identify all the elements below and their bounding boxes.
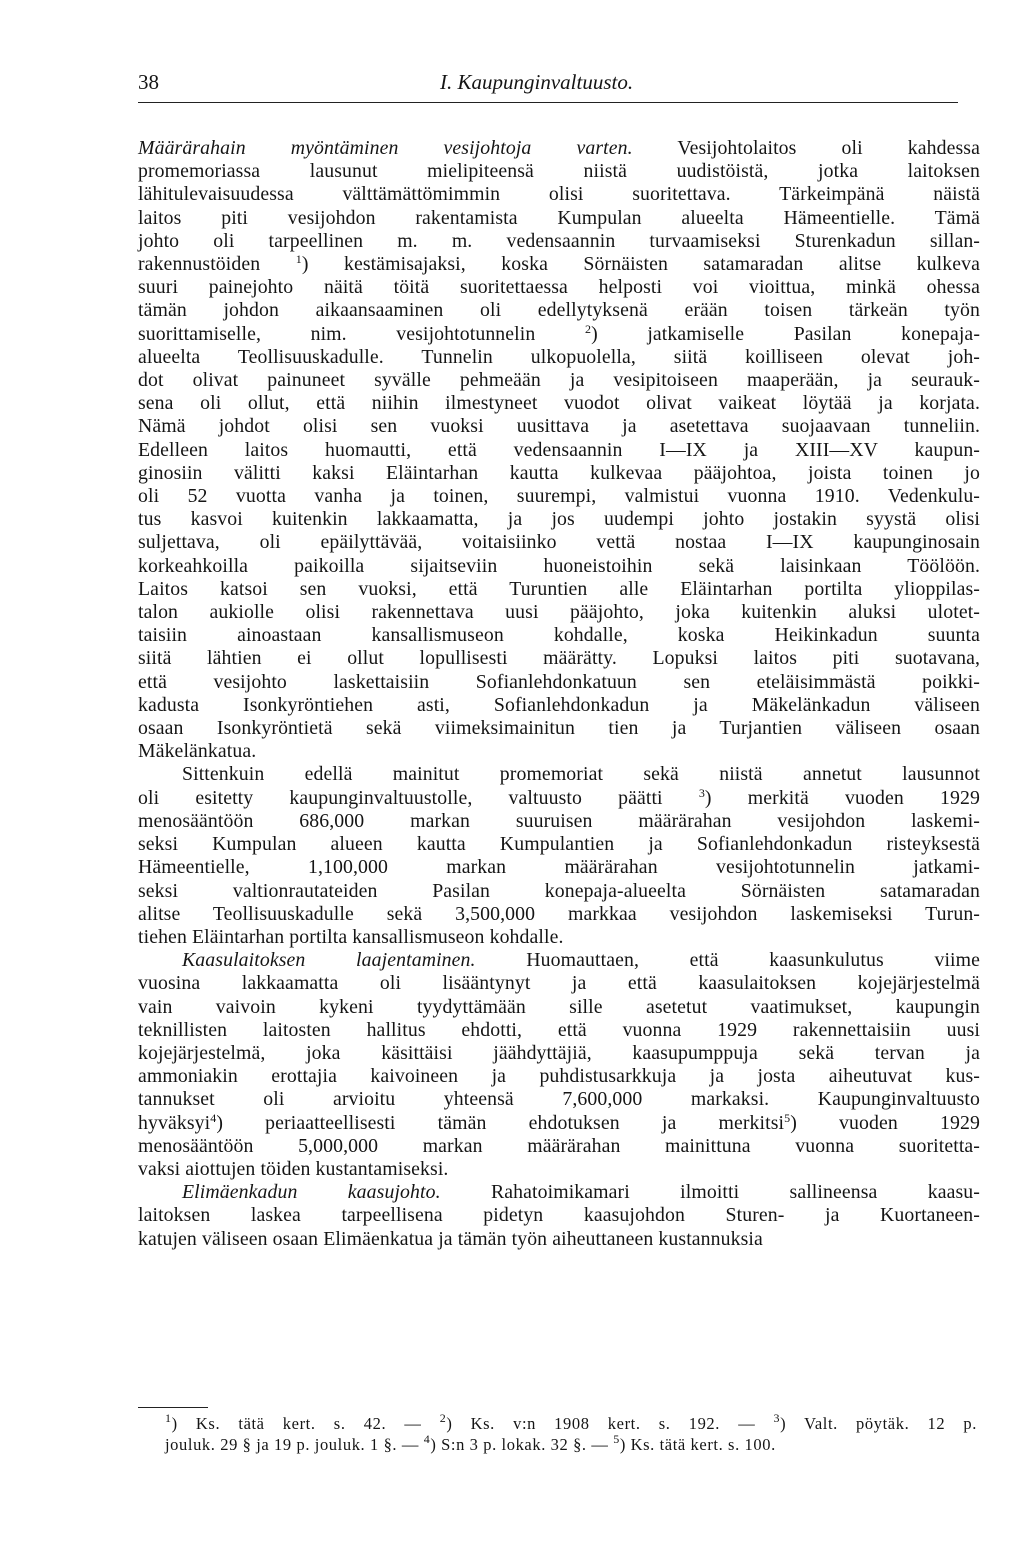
text-line — [138, 508, 980, 531]
footnotes — [165, 1411, 977, 1455]
text-line — [138, 578, 980, 601]
text-run: ) periaatteellisesti tämän ehdotuksen ja merkitsi — [216, 1111, 785, 1134]
text-line — [138, 555, 980, 578]
text-line — [138, 439, 980, 462]
footnote-ref: 1 — [165, 1411, 172, 1425]
text-run: ) Ks. tätä kert. s. 100. — [619, 1434, 776, 1454]
text-run: rakennustöiden — [138, 253, 296, 276]
text-run: Vesijohtolaitos oli kahdessa — [632, 137, 980, 159]
text-run: dot olivat painuneet syvälle pehmeään ja vesipitoiseen maaperään, ja seurauk- — [138, 369, 980, 392]
text-line — [138, 160, 980, 183]
text-run: ) merkitä vuoden 1929 — [704, 786, 980, 809]
text-line — [138, 903, 980, 926]
text-run: Mäkelänkatua. — [138, 740, 257, 763]
text-line — [138, 1088, 980, 1111]
text-line — [138, 787, 980, 810]
text-line — [138, 230, 980, 253]
text-run: seksi valtionrautateiden Pasilan konepaja-alueelta Sörnäisten satamaradan — [138, 879, 980, 902]
text-line — [138, 740, 980, 763]
text-line — [138, 1158, 980, 1181]
paragraph — [138, 949, 980, 1181]
page-header — [138, 70, 958, 104]
text-line — [138, 763, 980, 786]
text-run: johto oli tarpeellinen m. m. vedensaannin turvaamiseksi Sturenkadun sillan- — [138, 229, 980, 252]
text-line — [138, 949, 980, 972]
section-heading: Määrärahain myöntäminen vesijohtoja varten. — [138, 137, 633, 159]
text-line — [138, 392, 980, 415]
text-line — [138, 624, 980, 647]
running-head: I. Kaupunginvaltuusto. — [440, 70, 634, 94]
text-line — [138, 1042, 980, 1065]
text-run: ) vuoden 1929 — [790, 1111, 980, 1134]
text-run: teknillisten laitosten hallitus ehdotti, että vuonna 1929 rakennettaisiin uusi — [138, 1018, 980, 1041]
text-run: Rahatoimikamari ilmoitti sallineensa kaasu- — [440, 1181, 980, 1204]
footnote-line — [165, 1411, 977, 1435]
text-line — [138, 1135, 980, 1158]
text-run: suuri painejohto näitä töitä suoritettaessa helposti voi vioittua, minkä ohessa — [138, 276, 980, 299]
text-line — [138, 972, 980, 995]
text-run: jouluk. 29 § ja 19 p. jouluk. 1 §. — — [165, 1434, 424, 1454]
footnote-ref: 3 — [698, 785, 705, 800]
footnote-line — [165, 1431, 977, 1456]
text-run: suljettava, oli epäilyttävää, voitaisiinko vettä nostaa I—IX kaupunginosain — [138, 531, 980, 554]
text-line — [138, 323, 980, 346]
text-run: alueelta Teollisuuskadulle. Tunnelin ulkopuolella, siitä koilliseen olevat joh- — [138, 345, 980, 368]
text-line — [138, 1019, 980, 1042]
page-number: 38 — [138, 70, 159, 94]
footnote-ref: 1 — [295, 252, 302, 267]
text-line — [138, 137, 980, 160]
text-line — [138, 996, 980, 1019]
section-heading: Elimäenkadun kaasujohto. — [182, 1181, 441, 1204]
text-run: sena oli ollut, että niihin ilmestyneet vuodot olivat vaikeat löytää ja korjata. — [138, 392, 980, 415]
text-line — [138, 926, 980, 949]
text-run: menosääntöön 5,000,000 markan määrärahan mainittuna vuonna suoritetta- — [138, 1134, 980, 1157]
text-line — [138, 1112, 980, 1135]
text-line — [138, 346, 980, 369]
text-line — [138, 1204, 980, 1227]
text-run: laitos piti vesijohdon rakentamista Kumpulan alueelta Hämeentielle. Tämä — [138, 206, 980, 229]
text-run: lähitulevaisuudessa välttämättömimmin olisi suoritettava. Tärkeimpänä näistä — [138, 183, 980, 206]
text-line — [138, 276, 980, 299]
text-run: laitoksen laskea tarpeellisena pidetyn kaasujohdon Sturen- ja Kuortaneen- — [138, 1204, 980, 1227]
text-run: korkeahkoilla paikoilla sijaitseviin huoneistoihin sekä laisinkaan Töölöön. — [138, 554, 980, 577]
text-run: seksi Kumpulan alueen kautta Kumpulantien ja Sofianlehdonkadun risteyksestä — [138, 833, 980, 856]
footnote-ref: 5 — [784, 1110, 791, 1125]
text-line — [138, 299, 980, 322]
body-text — [138, 137, 980, 1251]
text-run: taisiin ainoastaan kansallismuseon kohdalle, koska Heikinkadun suunta — [138, 624, 980, 647]
text-run: katujen väliseen osaan Elimäenkatua ja tämän työn aiheuttaneen kustannuksia — [138, 1227, 763, 1250]
text-run: Laitos katsoi sen vuoksi, että Turuntien alle Eläintarhan portilta ylioppilas- — [138, 577, 980, 600]
text-run: tus kasvoi kuitenkin lakkaamatta, ja jos uudempi johto jostakin syystä olisi — [138, 508, 980, 531]
text-line — [138, 833, 980, 856]
text-line — [138, 415, 980, 438]
text-run: siitä lähtien ei ollut lopullisesti määrätty. Lopuksi laitos piti suotavana, — [138, 647, 980, 670]
text-run: tannukset oli arvioitu yhteensä 7,600,000 markaksi. Kaupunginvaltuusto — [138, 1088, 980, 1111]
footnote-ref: 3 — [773, 1411, 781, 1425]
footnote-ref: 5 — [613, 1431, 620, 1446]
text-line — [138, 207, 980, 230]
text-line — [138, 531, 980, 554]
footnote-ref: 4 — [423, 1431, 431, 1446]
footnote-ref: 4 — [210, 1110, 217, 1125]
text-line — [138, 183, 980, 206]
text-run: tämän johdon aikaansaaminen oli edellytyksenä erään toisen tärkeän työn — [138, 299, 980, 322]
footnote-rule — [138, 1407, 208, 1408]
text-run: Nämä johdot olisi sen vuoksi uusittava ja asetettava suojaavaan tunneliin. — [138, 415, 980, 438]
text-line — [138, 462, 980, 485]
text-line — [138, 810, 980, 833]
text-run: kojejärjestelmä, joka käsittäisi jäähdyttäjiä, kaasupumppuja sekä tervan ja — [138, 1041, 980, 1064]
text-run: Sittenkuin edellä mainitut promemoriat sekä niistä annetut lausunnot — [182, 763, 980, 786]
text-run: ) Ks. tätä kert. s. 42. — — [171, 1414, 440, 1433]
text-run: vaksi aiottujen töiden kustantamiseksi. — [138, 1157, 449, 1180]
text-run: ) S:n 3 p. lokak. 32 §. — — [430, 1434, 614, 1454]
header-rule — [138, 102, 958, 103]
text-line — [138, 671, 980, 694]
text-run: Edelleen laitos huomautti, että vedensaannin I—IX ja XIII—XV kaupun- — [138, 438, 980, 461]
paragraph — [138, 1181, 980, 1251]
text-run: ) jatkamiselle Pasilan konepaja- — [591, 322, 981, 345]
text-run: ) kestämisajaksi, koska Sörnäisten satamaradan alitse kulkeva — [301, 253, 980, 276]
text-line — [138, 369, 980, 392]
text-line — [138, 880, 980, 903]
text-run: oli 52 vuotta vanha ja toinen, suurempi, valmistui vuonna 1910. Vedenkulu- — [138, 485, 980, 508]
text-run: alitse Teollisuuskadulle sekä 3,500,000 markkaa vesijohdon laskemiseksi Turun- — [138, 902, 980, 925]
text-run: ) Valt. pöytäk. 12 p. — [780, 1414, 977, 1433]
text-run: Huomauttaen, että kaasunkulutus viime — [475, 949, 981, 972]
text-line — [138, 856, 980, 879]
paragraph — [138, 763, 980, 949]
text-line — [138, 253, 980, 276]
text-line — [138, 1065, 980, 1088]
text-run: oli esitetty kaupunginvaltuustolle, valtuusto päätti — [138, 786, 699, 809]
footnote-ref: 2 — [439, 1411, 447, 1425]
text-run: ammoniakin erottajia kaivoineen ja puhdistusarkkuja ja josta aiheutuvat kus- — [138, 1065, 980, 1088]
text-run: ) Ks. v:n 1908 kert. s. 192. — — [446, 1414, 774, 1433]
text-run: vuosina lakkaamatta oli lisääntynyt ja että kaasulaitoksen kojejärjestelmä — [138, 972, 980, 995]
section-heading: Kaasulaitoksen laajentaminen. — [182, 949, 476, 972]
text-run: Hämeentielle, 1,100,000 markan määrärahan vesijohtotunnelin jatkami- — [138, 856, 980, 879]
text-run: kadusta Isonkyröntiehen asti, Sofianlehdonkadun ja Mäkelänkadun väliseen — [138, 693, 980, 716]
text-run: että vesijohto laskettaisiin Sofianlehdonkatuun sen eteläisimmästä poikki- — [138, 670, 980, 693]
text-line — [138, 1181, 980, 1204]
text-line — [138, 647, 980, 670]
text-line — [138, 485, 980, 508]
text-line — [138, 717, 980, 740]
text-run: vain vaivoin kykeni tyydyttämään sille asetetut vaatimukset, kaupungin — [138, 995, 980, 1018]
text-line — [138, 1228, 980, 1251]
text-run: hyväksyi — [138, 1111, 211, 1134]
text-run: promemoriassa lausunut mielipiteensä niistä uudistöistä, jotka laitoksen — [138, 160, 980, 183]
text-run: menosääntöön 686,000 markan suuruisen määrärahan vesijohdon laskemi- — [138, 809, 980, 832]
footnote-ref: 2 — [584, 321, 592, 336]
text-run: suorittamiselle, nim. vesijohtotunnelin — [138, 322, 585, 345]
text-run: tiehen Eläintarhan portilta kansallismuseon kohdalle. — [138, 925, 564, 948]
text-run: osaan Isonkyröntietä sekä viimeksimainitun tien ja Turjantien väliseen osaan — [138, 717, 980, 740]
paragraph — [138, 137, 980, 763]
text-line — [138, 601, 980, 624]
text-run: ginosiin välitti kaksi Eläintarhan kautta kulkevaa pääjohtoa, joista toinen jo — [138, 461, 980, 484]
text-line — [138, 694, 980, 717]
text-run: talon aukiolle olisi rakennettava uusi pääjohto, joka kuitenkin aluksi ulotet- — [138, 601, 980, 624]
